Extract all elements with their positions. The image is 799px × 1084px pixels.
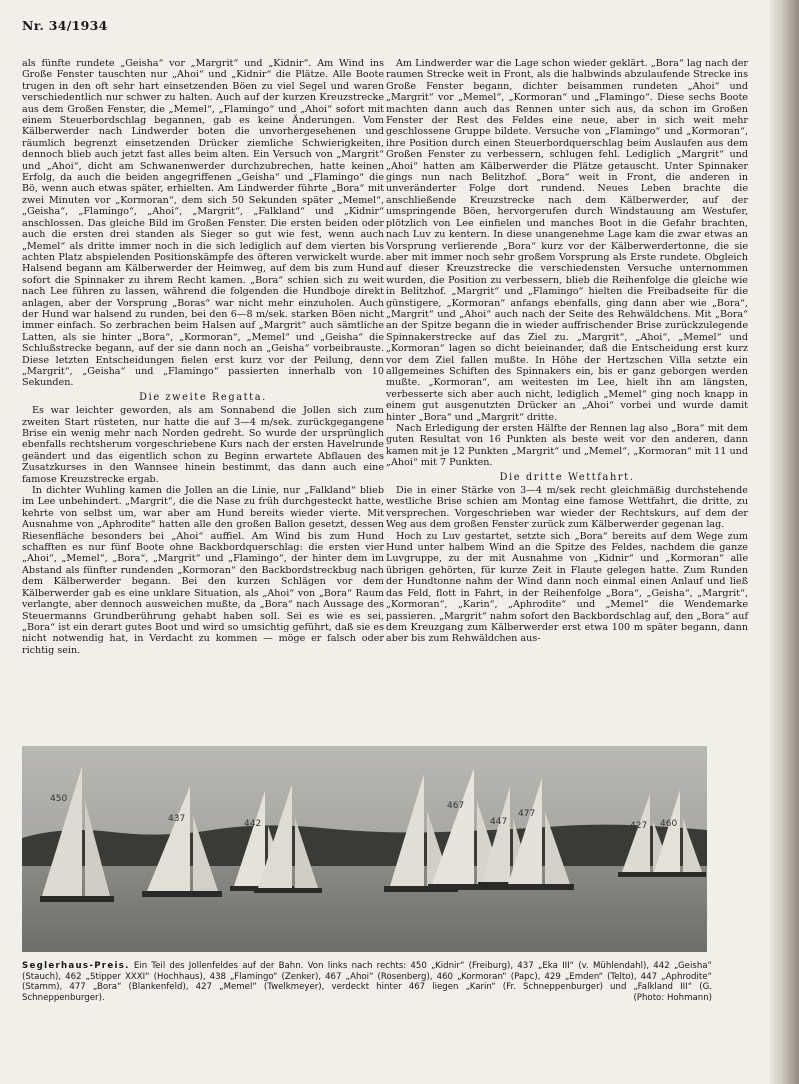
left-paragraph-1: als fünfte rundete „Geisha“ vor „Margrit“ und „Kidnir“. Am Wind ins Große Fenster tauschten nur „Ahoi“ und „Kidnir“ die Plätze. Alle Boote trugen in den oft sehr hart einsetzenden Böen zu viel Segel und waren verschiedentlich nur schwer zu halten. Auch auf der kurzen Kreuzstrecke aus dem Großen Fenster, die „Memel“, „Flamingo“ und „Ahoi“ sofort mit einem Steuerbordschlag begannen, gab es keine Änderungen. Vom Kälberwerder nach Lindwerder boten die unvorhergesehenen und räumlich begrenzt einsetzenden Drücker ziemliche Schwierigkeiten, dennoch blieb auch jetzt fast alles beim alten. Ein Versuch von „Margrit“ und „Ahoi“, dicht am Schwanenwerder durchzubrechen, hatte keinen Erfolg, da auch die beiden angegriffenen „Geisha“ und „Flamingo“ die Bö, wenn auch etwas später, erhielten. Am Lindwerder führte „Bora“ mit zwei Minuten vor „Kormoran“, dem sich 50 Sekunden später „Memel“, „Geisha“, „Flamingo“, „Ahoi“, „Margrit“, „Falkland“ und „Kidnir“ anschlossen. Das gleiche Bild im Großen Fenster. Die ersten beiden oder auch die ersten drei standen als Sieger so gut wie fest, wenn auch „Memel“ als dritte immer noch in die sich lediglich auf dem vierten bis achten Platz abspielenden Positionskämpfe des öfteren verwickelt wurde. Halsend begann am Kälberwerder der Heimweg, auf dem bis zum Hund sofort die Spinnaker zu ihrem Recht kamen. „Bora“ schien sich zu weit nach Lee führen zu lassen, während die folgenden die Hundboje direkt anlagen, aber der Vorsprung „Boras“ war nicht mehr einzuholen. Auch der Hund war halsend zu runden, bei den 6—8 m/sek. starken Böen nicht immer einfach. So zerbrachen beim Halsen auf „Margrit“ auch sämtliche Latten, als sie hinter „Bora“, „Kormoran“, „Memel“ und „Geisha“ die Schlußstrecke begann, auf der sie dann noch an „Geisha“ vorbeibrauste. Diese letzten Entscheidungen fielen erst kurz vor der Peilung, denn „Margrit“, „Geisha“ und „Flamingo“ passierten innerhalb von 10 Sekunden.: [22, 58, 384, 389]
sail-number-label: 427: [630, 821, 648, 831]
book-binding-edge: [770, 0, 799, 1084]
left-paragraph-2: Es war leichter geworden, als am Sonnabend die Jollen sich zum zweiten Start rüsteten, nur hatte die auf 3—4 m/sek. zurückgegangene Brise ein wenig mehr nach Norden gedreht. So wurde der ursprünglich ebenfalls rechtsherum vorgeschriebene Kurs nach der ersten Havelrunde geändert und das eigentlich schon zu Beginn erwartete Abflauen des Zusatzkurses in den Wannsee hinein bestimmt, das dann auch eine famose Kreuzstrecke ergab.: [22, 405, 384, 485]
section-heading-third-race: Die dritte Wettfahrt.: [499, 471, 635, 483]
right-paragraph-1: Am Lindwerder war die Lage schon wieder geklärt. „Bora“ lag nach der raumen Strecke weit in Front, als die halbwinds abzulaufende Strecke ins Große Fenster begann, dichter beisammen rundeten „Ahoi“ und „Margrit“ vor „Memel“, „Kormoran“ und „Flamingo“. Diese sechs Boote machten dann auch das Rennen unter sich aus, da schon im Großen Fenster der Rest des Feldes eine neue, aber in sich weit mehr geschlossene Gruppe bildete. Versuche von „Flamingo“ und „Kormoran“, ihre Position durch einen Steuerbordquerschlag beim Auslaufen aus dem Großen Fenster zu verbessern, schlugen fehl. Lediglich „Margrit“ und „Ahoi“ hatten am Kälberwerder die Plätze getauscht. Unter Spinnaker gings nun nach Belitzhof. „Bora“ weit in Front, die anderen in unveränderter Folge dort rundend. Neues Leben brachte die anschließende Kreuzstrecke nach dem Kälberwerder, auf der umspringende Böen, hervorgerufen durch Windstauung am Westufer, plötzlich von Lee einfielen und manches Boot in die Gefahr brachten, nach Luv zu kentern. In diese unangenehme Lage kam die zwar etwas an Vorsprung verlierende „Bora“ kurz vor der Kälberwerdertonne, die sie aber mit immer noch sehr großem Vorsprung als Erste rundete. Obgleich auf dieser Kreuzstrecke die verschiedensten Versuche unternommen wurden, die Position zu verbessern, blieb die Reihenfolge die gleiche wie in Belitzhof. „Margrit“ und „Flamingo“ hielten die Freibadseite für die günstigere, „Kormoran“ anfangs ebenfalls, ging dann aber wie „Bora“, „Margrit“ und „Ahoi“ auch nach der Seite des Rehwäldchens. Mit „Bora“ an der Spitze begann die in wieder auffrischender Brise zurückzulegende Spinnakerstrecke auf das Ziel zu. „Margrit“, „Ahoi“, „Memel“ und „Kormoran“ lagen so dicht beieinander, daß die Entscheidung erst kurz vor dem Ziel fallen mußte. In Höhe der Hertzschen Villa setzte ein allgemeines Schiften des Spinnakers ein, bis er ganz geborgen werden mußte. „Kormoran“, am weitesten im Lee, hielt ihn am längsten, verbesserte sich aber auch nicht, lediglich „Memel“ ging noch knapp in einem gut ausgenutzten Drücker an „Ahoi“ vorbei und wurde damit hinter „Bora“ und „Margrit“ dritte.: [386, 58, 748, 423]
right-paragraph-4: Hoch zu Luv gestartet, setzte sich „Bora“ bereits auf dem Wege zum Hund unter halbem Wind an die Spitze des Feldes, nachdem die ganze Luvgruppe, zu der mit Ausnahme von „Kidnir“ und „Kormoran“ alle übrigen gehörten, für kurze Zeit in Flaute gelegen hatte. Zum Runden der Hundtonne nahm der Wind dann noch einmal einen Anlauf und ließ das Feld, flott in Fahrt, in der Reihenfolge „Bora“, „Geisha“, „Margrit“, „Kormoran“, „Karin“, „Aphrodite“ und „Memel“ die Wendemarke passieren. „Margrit“ nahm sofort den Backbordschlag auf, den „Bora“ auf dem Kreuzgang zum Kälberwerder erst etwa 100 m später begann, dann aber bis zum Rehwäldchen aus-: [386, 530, 748, 645]
section-heading-second-regatta: Die zweite Regatta.: [139, 391, 267, 403]
sail-number-label: 460: [660, 819, 678, 829]
right-column: [386, 58, 748, 645]
left-column: [22, 58, 384, 656]
right-paragraph-3: Die in einer Stärke von 3—4 m/sek recht gleichmäßig durchstehende westliche Brise schien am Montag eine famose Wettfahrt, die dritte, zu versprechen. Vorgeschrieben war wieder der Rechtskurs, auf dem der Weg aus dem großen Fenster zurück zum Kälberwerder gegenan lag.: [386, 485, 748, 531]
sailboats-illustration: [22, 746, 707, 952]
sail-number-label: 447: [490, 817, 508, 827]
sail-number-label: 437: [168, 814, 186, 824]
sail-number-label: 442: [244, 819, 262, 829]
sail-number-label: 450: [50, 794, 68, 804]
caption-lead: Seglerhaus-Preis.: [22, 961, 130, 971]
left-paragraph-3: In dichter Wuhling kamen die Jollen an die Linie, nur „Falkland“ blieb im Lee unbehindert. „Margrit“, die die Nase zu früh durchgesteckt hatte, kehrte von selbst um, war aber am Hund bereits wieder vierte. Mit Ausnahme von „Aphrodite“ hatten alle den großen Ballon gesetzt, dessen Riesenfläche besonders bei „Ahoi“ auffiel. Am Wind bis zum Hund schafften es nur fünf Boote ohne Backbordquerschlag: die ersten vier „Ahoi“, „Memel“, „Bora“, „Margrit“ und „Flamingo“, der hinter dem im Abstand als fünfter rundenden „Kormoran“ den Backbordstreckbug nach dem Kälberwerder begann. Bei den kurzen Schlägen vor dem Kälberwerder gab es eine unklare Situation, als „Ahoi“ von „Bora“ Raum verlangte, aber dennoch ausweichen mußte, da „Bora“ nach Aussage des Steuermanns Grundberührung gehabt haben soll. Sei es wie es sei, „Bora“ ist ein derart gutes Boot und wird so umsichtig geführt, daß sie es nicht notwendig hat, in Verdacht zu kommen — möge er falsch oder richtig sein.: [22, 485, 384, 656]
photo-credit: (Photo: Hohmann): [633, 992, 712, 1003]
right-paragraph-2: Nach Erledigung der ersten Hälfte der Rennen lag also „Bora“ mit dem guten Resultat von 16 Punkten als beste weit vor den anderen, dann kamen mit je 12 Punkten „Margrit“ und „Memel“, „Kormoran“ mit 11 und „Ahoi“ mit 7 Punkten.: [386, 423, 748, 469]
regatta-photo: [22, 746, 707, 952]
sail-number-label: 467: [447, 801, 465, 811]
sail-number-label: 477: [518, 809, 536, 819]
photo-caption: [22, 961, 712, 1003]
water: [22, 866, 707, 952]
issue-number: Nr. 34/1934: [22, 18, 108, 33]
caption-text: Ein Teil des Jollenfeldes auf der Bahn. Von links nach rechts: 450 „Kidnir“ (Freiburg), 437 „Eka III“ (v. Mühlendahl), 442 „Geisha“ (Stauch), 462 „Stipper XXXI“ (Hochhaus), 438 „Flamingo“ (Zenker), 467 „Ahoi“ (Rosenberg), 460 „Kormoran“ (Papc), 429 „Emden“ (Telto), 447 „Aphrodite“ (Stamm), 477 „Bora“ (Blankenfeld), 427 „Memel“ (Twelkmeyer), verdeckt hinter 467 liegen „Karin“ (Fr. Schneppenburger) und „Falkland III“ (G. Schneppenburger).: [22, 961, 712, 1003]
